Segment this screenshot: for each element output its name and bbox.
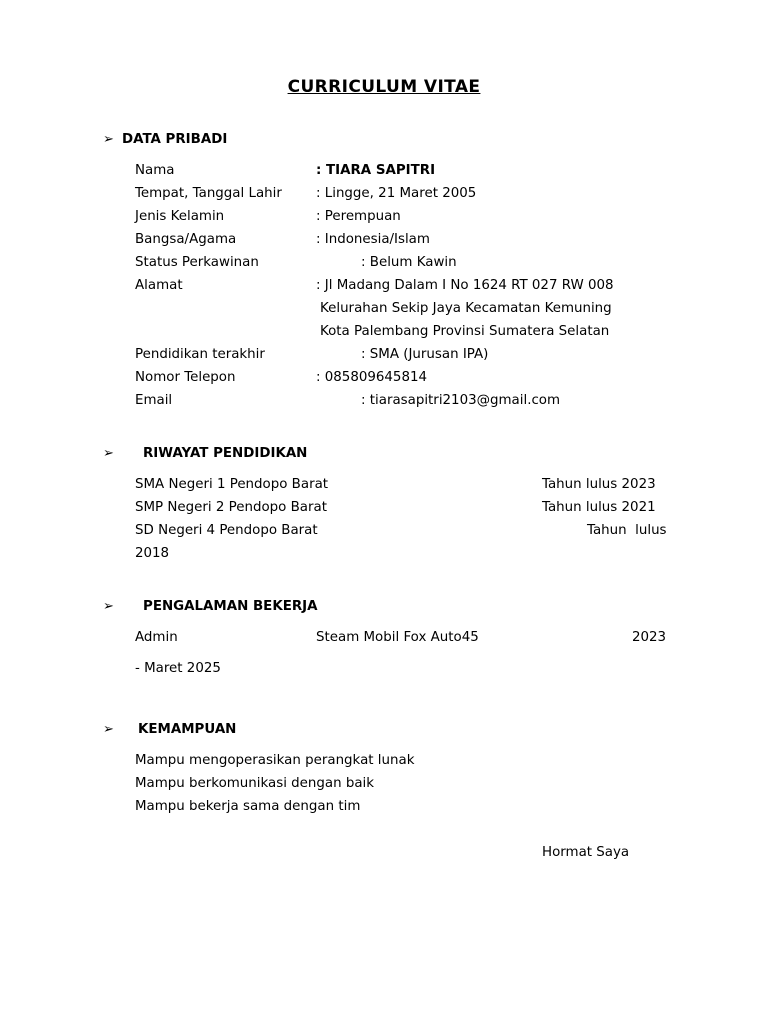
value-nationality-religion: : Indonesia/Islam xyxy=(316,232,430,247)
education-year: Tahun lulus 2021 xyxy=(542,500,656,515)
value-phone: : 085809645814 xyxy=(316,370,428,385)
education-school: SD Negeri 4 Pendopo Barat xyxy=(135,523,318,538)
section-heading-education: RIWAYAT PENDIDIKAN xyxy=(143,446,308,461)
section-heading-work: PENGALAMAN BEKERJA xyxy=(143,599,318,614)
bullet-arrow-icon: ➢ xyxy=(103,722,114,737)
section-heading-skills: KEMAMPUAN xyxy=(138,722,237,737)
value-address-line3: Kota Palembang Provinsi Sumatera Selatan xyxy=(320,324,610,339)
label-marital: Status Perkawinan xyxy=(135,255,259,270)
skill-item: Mampu mengoperasikan perangkat lunak xyxy=(135,753,415,768)
work-period: - Maret 2025 xyxy=(135,661,221,676)
value-gender: : Perempuan xyxy=(316,209,401,224)
value-email: : tiarasapitri2103@gmail.com xyxy=(361,393,561,408)
label-email: Email xyxy=(135,393,173,408)
value-address-line1: : Jl Madang Dalam I No 1624 RT 027 RW 008 xyxy=(316,278,614,293)
label-address: Alamat xyxy=(135,278,183,293)
closing-text: Hormat Saya xyxy=(542,845,630,860)
work-role: Admin xyxy=(135,630,178,645)
education-year-wrap: 2018 xyxy=(135,546,170,561)
label-nama: Nama xyxy=(135,163,175,178)
education-year: Tahun lulus 2023 xyxy=(542,477,656,492)
value-last-education: : SMA (Jurusan IPA) xyxy=(361,347,489,362)
value-address-line2: Kelurahan Sekip Jaya Kecamatan Kemuning xyxy=(320,301,612,316)
work-year: 2023 xyxy=(632,630,667,645)
label-nationality-religion: Bangsa/Agama xyxy=(135,232,237,247)
value-ttl: : Lingge, 21 Maret 2005 xyxy=(316,186,477,201)
education-school: SMA Negeri 1 Pendopo Barat xyxy=(135,477,329,492)
label-ttl: Tempat, Tanggal Lahir xyxy=(135,186,282,201)
value-marital: : Belum Kawin xyxy=(361,255,457,270)
work-company: Steam Mobil Fox Auto45 xyxy=(316,630,479,645)
label-last-education: Pendidikan terakhir xyxy=(135,347,265,362)
document-title: CURRICULUM VITAE xyxy=(287,77,481,97)
value-nama: : TIARA SAPITRI xyxy=(316,163,436,178)
education-school: SMP Negeri 2 Pendopo Barat xyxy=(135,500,327,515)
bullet-arrow-icon: ➢ xyxy=(103,132,114,147)
education-year: Tahun lulus xyxy=(587,523,667,538)
bullet-arrow-icon: ➢ xyxy=(103,446,114,461)
skill-item: Mampu bekerja sama dengan tim xyxy=(135,799,361,814)
section-heading-personal: DATA PRIBADI xyxy=(122,132,228,147)
bullet-arrow-icon: ➢ xyxy=(103,599,114,614)
label-gender: Jenis Kelamin xyxy=(135,209,225,224)
skill-item: Mampu berkomunikasi dengan baik xyxy=(135,776,375,791)
label-phone: Nomor Telepon xyxy=(135,370,236,385)
